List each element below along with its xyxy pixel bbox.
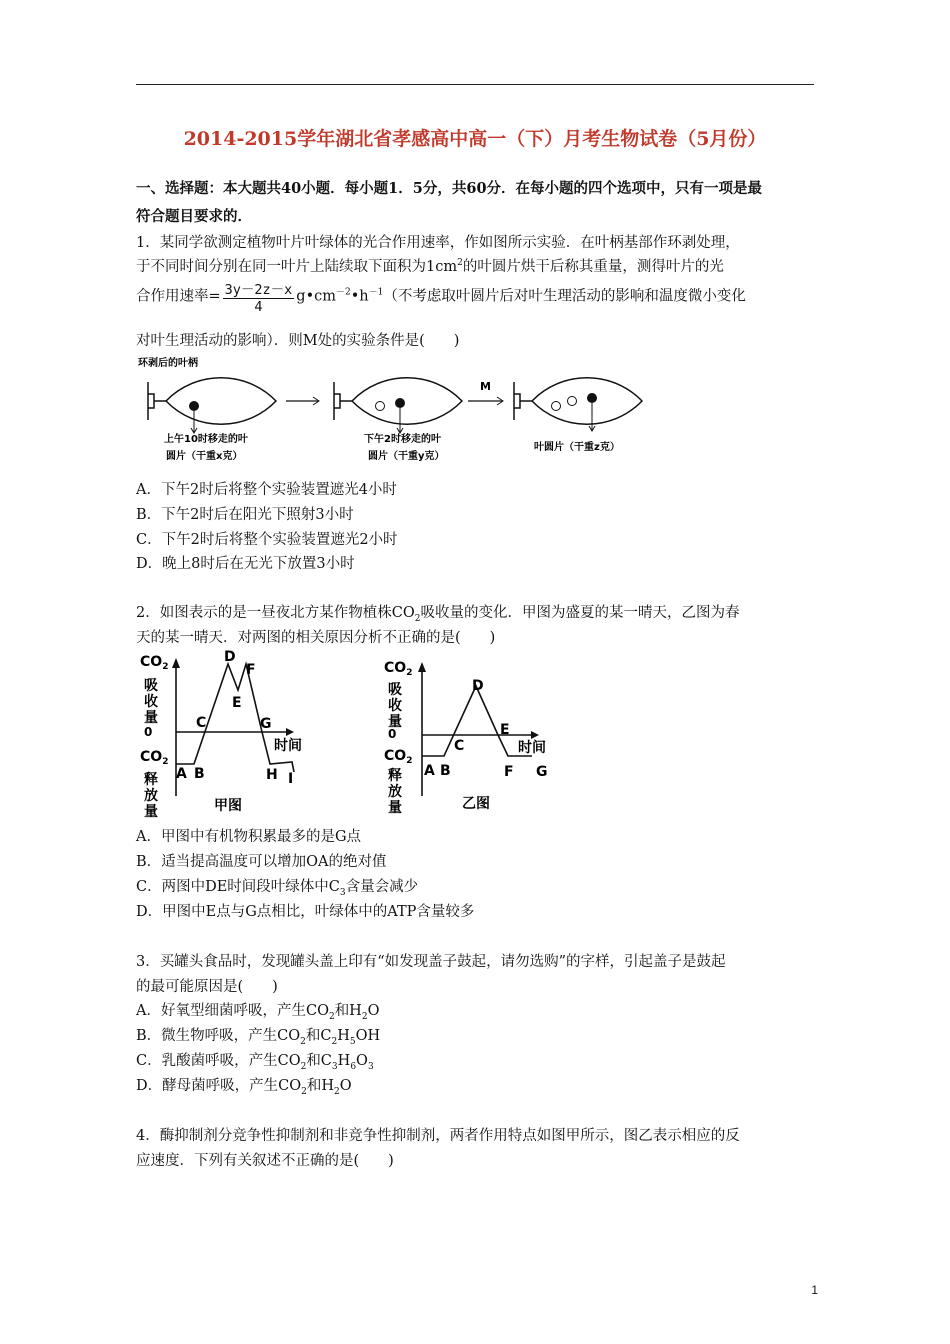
label-z: 叶圆片（干重z克） (534, 442, 620, 453)
leaf-disk-y (395, 398, 405, 408)
q3-line1: 3．买罐头食品时，发现罐头盖上印有“如发现盖子鼓起，请勿选购”的字样，引起盖子是鼓起 (136, 954, 726, 970)
section-heading-line1: 一、选择题：本大题共40小题．每小题1．5分，共60分．在每小题的四个选项中，只有一项是最 (136, 180, 763, 197)
svg-text:D: D (224, 649, 236, 665)
svg-text:量: 量 (388, 800, 402, 816)
label-m: M (480, 380, 491, 393)
q4-line2: 应速度．下列有关叙述不正确的是( ) (136, 1153, 394, 1169)
q1-line1: 1．某同学欲测定植物叶片叶绿体的光合作用速率，作如图所示实验．在叶柄基部作环剥处理， (136, 235, 740, 251)
leaf-disk-z (587, 393, 597, 403)
svg-text:收: 收 (144, 694, 158, 710)
svg-text:时间: 时间 (274, 738, 302, 754)
leaf-experiment-figure (136, 352, 656, 464)
svg-text:D: D (472, 678, 484, 694)
svg-text:量: 量 (144, 804, 158, 820)
svg-text:量: 量 (144, 710, 158, 726)
q1-option-c[interactable]: C．下午2时后将整个实验装置遮光2小时 (136, 532, 398, 548)
label-y1: 下午2时移走的叶 (364, 434, 441, 445)
jia-chart (140, 649, 302, 820)
yi-co2-bottom-label: $CO_2$ (384, 748, 413, 766)
svg-text:乙图: 乙图 (462, 796, 490, 812)
svg-text:G: G (536, 764, 548, 780)
svg-text:F: F (504, 764, 514, 780)
svg-text:释: 释 (388, 768, 402, 784)
svg-text:I: I (288, 771, 294, 787)
svg-text:0: 0 (388, 727, 397, 741)
q3-option-a[interactable]: A．好氧型细菌呼吸，产生$CO_2$和$H_2O$ (136, 1003, 380, 1022)
co2-charts-figure (136, 646, 576, 820)
svg-text:A: A (176, 766, 187, 782)
q3-option-d[interactable]: D．酵母菌呼吸，产生$CO_2$和$H_2O$ (136, 1078, 352, 1097)
label-y2: 圆片（干重y克） (368, 451, 445, 462)
svg-text:C: C (196, 715, 207, 731)
page-title: 2014-2015学年湖北省孝感高中高一（下）月考生物试卷（5月份） (183, 128, 767, 150)
svg-text:E: E (500, 722, 510, 738)
page-number: 1 (811, 1283, 818, 1297)
svg-text:A: A (424, 763, 435, 779)
svg-text:量: 量 (388, 714, 402, 730)
q3-line2: 的最可能原因是( ) (136, 979, 278, 995)
q1-option-d[interactable]: D．晚上8时后在无光下放置3小时 (136, 556, 355, 572)
q1-option-a[interactable]: A．下午2时后将整个实验装置遮光4小时 (136, 482, 397, 498)
svg-text:0: 0 (144, 725, 153, 739)
q4-line1: 4．酶抑制剂分竞争性抑制剂和非竞争性抑制剂，两者作用特点如图甲所示，图乙表示相应的反 (136, 1128, 740, 1144)
svg-text:甲图: 甲图 (214, 798, 242, 814)
rate-fraction: $\frac{3y-2z-x}{4}$ (223, 278, 295, 315)
q1-line4: 对叶生理活动的影响）．则M处的实验条件是( ) (136, 333, 460, 349)
svg-text:吸: 吸 (388, 682, 402, 698)
q3-option-c[interactable]: C．乳酸菌呼吸，产生$CO_2$和$C_3H_6O_3$ (136, 1053, 374, 1072)
svg-text:释: 释 (144, 772, 158, 788)
q2-option-d[interactable]: D．甲图中E点与G点相比，叶绿体中的ATP含量较多 (136, 904, 475, 920)
svg-text:B: B (440, 763, 451, 779)
leaf-3 (514, 378, 642, 425)
label-x1: 上午10时移走的叶 (164, 434, 248, 445)
label-x2: 圆片（干重x克） (166, 451, 243, 462)
svg-text:F: F (246, 662, 256, 678)
svg-text:C: C (454, 738, 465, 754)
svg-text:H: H (266, 767, 278, 783)
leaf-disk-x (189, 401, 199, 411)
svg-text:收: 收 (388, 698, 402, 714)
svg-text:放: 放 (144, 788, 158, 804)
svg-text:吸: 吸 (144, 678, 158, 694)
svg-text:G: G (260, 716, 272, 732)
q2-line2: 天的某一晴天．对两图的相关原因分析不正确的是( ) (136, 630, 496, 646)
q1-line2: 于不同时间分别在同一叶片上陆续取下面积为$1cm^2$的叶圆片烘干后称其重量，测得叶片的光 (136, 258, 724, 275)
q2-line1: 2．如图表示的是一昼夜北方某作物植株$CO_2$吸收量的变化．甲图为盛夏的某一晴天，乙图为春 (136, 605, 740, 624)
yi-co2-top-label: $CO_2$ (384, 660, 413, 678)
svg-text:时间: 时间 (518, 740, 546, 756)
svg-text:放: 放 (388, 784, 402, 800)
q1-option-b[interactable]: B．下午2时后在阳光下照射3小时 (136, 507, 354, 523)
q1-line3: 合作用速率= $\frac{3y-2z-x}{4}$ $g•cm^{-2}•h^{-1}$（不考虑取叶圆片后对叶生理活动的影响和温度微小变化 (136, 278, 746, 315)
jia-co2-bottom-label: $CO_2$ (140, 749, 169, 767)
q3-option-b[interactable]: B．微生物呼吸，产生$CO_2$和$C_2H_5OH$ (136, 1028, 381, 1047)
jia-co2-top-label: $CO_2$ (140, 654, 169, 672)
section-heading-line2: 符合题目要求的． (136, 208, 252, 225)
svg-text:B: B (194, 766, 205, 782)
q2-option-b[interactable]: B．适当提高温度可以增加OA的绝对值 (136, 854, 387, 870)
leaf-1 (148, 378, 276, 425)
q2-option-c[interactable]: C．两图中DE时间段叶绿体中$C_3$含量会减少 (136, 879, 419, 898)
svg-text:E: E (232, 695, 242, 711)
header-rule (136, 84, 814, 85)
q2-option-a[interactable]: A．甲图中有机物积累最多的是G点 (136, 829, 362, 845)
label-ring: 环剥后的叶柄 (138, 358, 198, 369)
yi-chart (384, 660, 548, 816)
